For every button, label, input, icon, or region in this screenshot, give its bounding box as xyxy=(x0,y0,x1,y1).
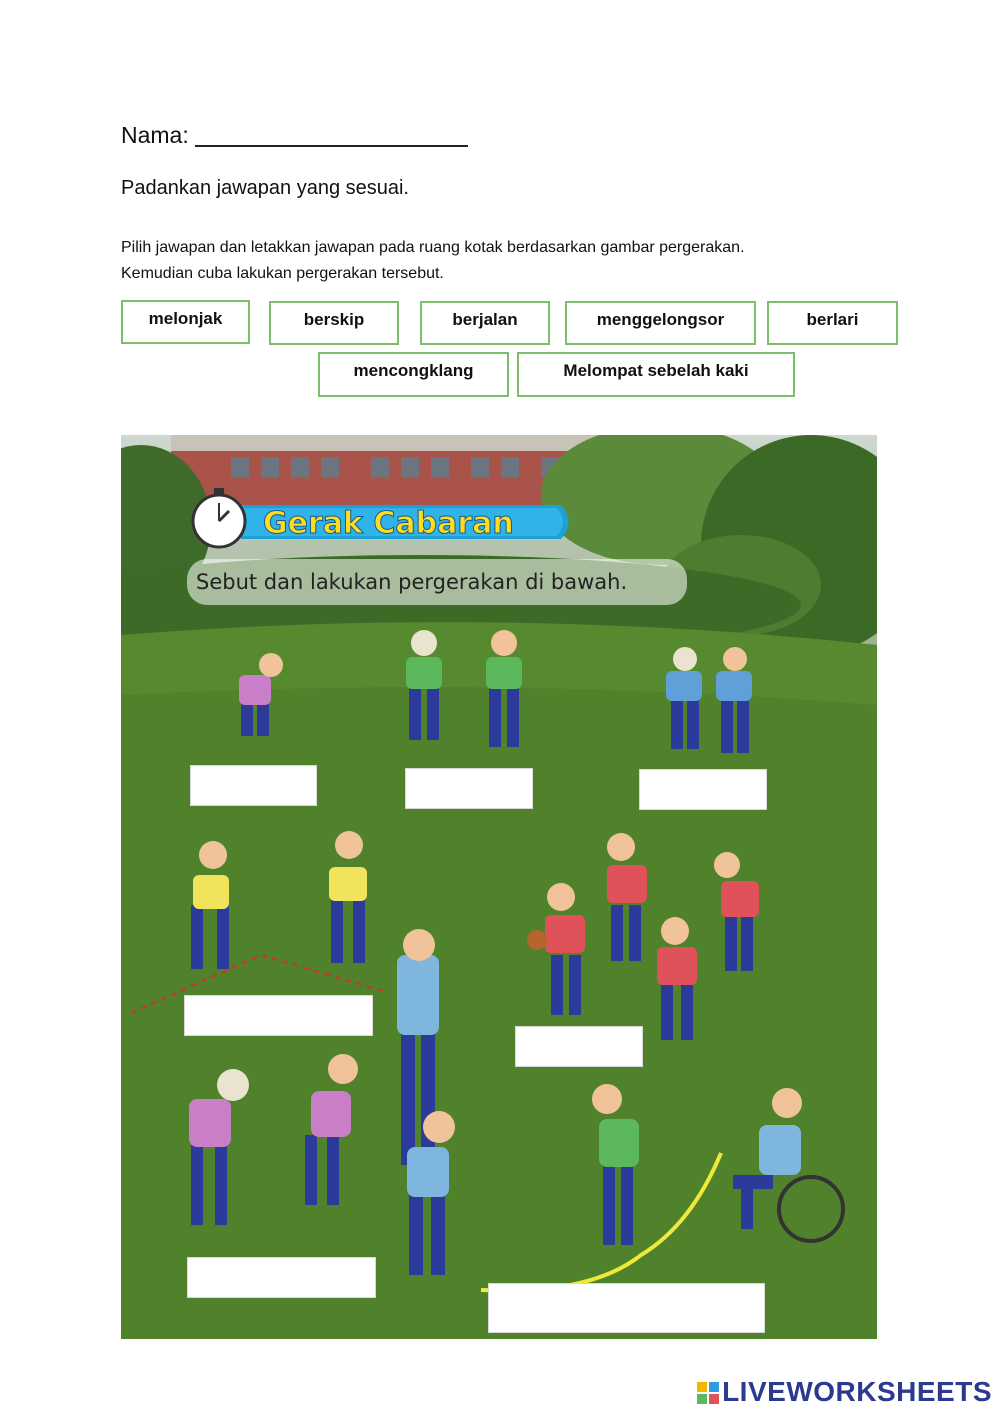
answer-box[interactable] xyxy=(184,995,373,1036)
liveworksheets-logo xyxy=(697,1376,992,1408)
banner-title: Gerak Cabaran xyxy=(263,506,514,541)
activity-illustration xyxy=(121,435,877,1339)
instruction-line-1: Pilih jawapan dan letakkan jawapan pada ruang kotak berdasarkan gambar pergerakan. xyxy=(121,239,745,256)
scene-drawing xyxy=(121,435,877,1339)
instruction-title: Padankan jawapan yang sesuai. xyxy=(121,177,409,199)
banner-subtitle: Sebut dan lakukan pergerakan di bawah. xyxy=(196,570,628,594)
option-chip[interactable]: Melompat sebelah kaki xyxy=(517,352,795,397)
answer-box[interactable] xyxy=(187,1257,376,1298)
answer-box[interactable] xyxy=(639,769,767,810)
answer-box[interactable] xyxy=(515,1026,643,1067)
answer-box[interactable] xyxy=(405,768,533,809)
option-chip[interactable]: berjalan xyxy=(420,301,550,345)
option-chip[interactable]: berlari xyxy=(767,301,898,345)
option-chip[interactable]: berskip xyxy=(269,301,399,345)
liveworksheets-logo-icon xyxy=(697,1379,719,1401)
answer-box[interactable] xyxy=(190,765,317,806)
instruction-text xyxy=(121,235,921,287)
brand-text: LIVEWORKSHEETS xyxy=(722,1376,992,1407)
instruction-line-2: Kemudian cuba lakukan pergerakan tersebut. xyxy=(121,265,444,282)
name-row xyxy=(121,122,468,149)
name-input-line[interactable] xyxy=(195,123,468,147)
answer-box[interactable] xyxy=(488,1283,765,1333)
option-chip[interactable]: menggelongsor xyxy=(565,301,756,345)
option-chip[interactable]: mencongklang xyxy=(318,352,509,397)
option-chip[interactable]: melonjak xyxy=(121,300,250,344)
name-label: Nama: xyxy=(121,122,189,148)
